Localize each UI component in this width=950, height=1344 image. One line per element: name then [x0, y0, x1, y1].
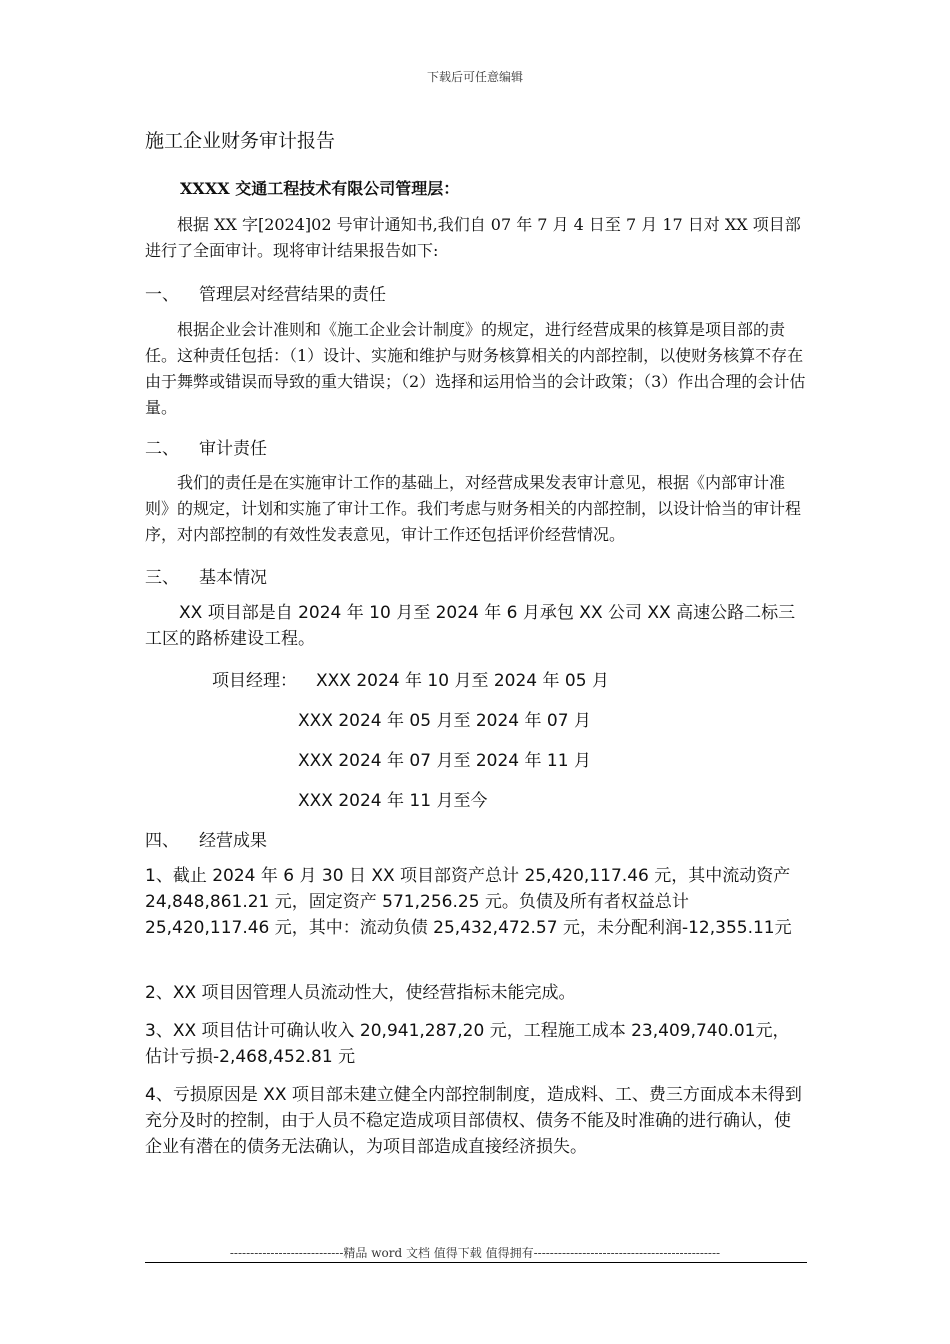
manager-term: XXX 2024 年 10 月至 2024 年 05 月 — [316, 671, 609, 691]
section-title: 审计责任 — [199, 439, 267, 459]
section-number: 三、 — [145, 568, 179, 588]
section-title: 管理层对经营结果的责任 — [199, 285, 386, 305]
section-2-body: 我们的责任是在实施审计工作的基础上，对经营成果发表审计意见，根据《内部审计准则》的规定，计划和实施了审计工作。我们考虑与财务相关的内部控制，以设计恰当的审计程序，对内部控制的有效性发表意见，审计工作还包括评价经营情况。 — [145, 473, 802, 544]
header-note: 下载后可任意编辑 — [426, 70, 523, 84]
section-title: 基本情况 — [199, 568, 267, 588]
intro-paragraph: 根据 XX 字[2024]02 号审计通知书,我们自 07 年 7 月 4 日至 7 月 17 日对 XX 项目部进行了全面审计。现将审计结果报告如下: — [145, 215, 801, 260]
section-number: 四、 — [145, 831, 179, 851]
section-number: 一、 — [145, 285, 179, 305]
result-item: 4、亏损原因是 XX 项目部未建立健全内部控制制度，造成料、工、费三方面成本未得到充分及时的控制，由于人员不稳定造成项目部债权、债务不能及时准确的进行确认，使企业有潜在的债务无法确认，为项目部造成直接经济损失。 — [145, 1085, 802, 1157]
section-1-body: 根据企业会计准则和《施工企业会计制度》的规定，进行经营成果的核算是项目部的责任。这种责任包括：（1）设计、实施和维护与财务核算相关的内部控制，以使财务核算不存在由于舞弊或错误而导致的重大错误；（2）选择和运用恰当的会计政策；（3）作出合理的会计估量。 — [145, 320, 806, 417]
manager-term: XXX 2024 年 07 月至 2024 年 11 月 — [298, 751, 591, 771]
section-number: 二、 — [145, 439, 179, 459]
result-item: 1、截止 2024 年 6 月 30 日 XX 项目部资产总计 25,420,117.46 元，其中流动资产 24,848,861.21 元，固定资产 571,256.25 元。负债及所有者权益总计25,420,117.46 元，其中：流动负债 25,432,472.57 元，未分配利润-12,355.11元 — [145, 866, 792, 938]
addressee: XXXX 交通工程技术有限公司管理层： — [180, 179, 460, 198]
footer-divider — [145, 1262, 807, 1263]
page-title: 施工企业财务审计报告 — [145, 130, 336, 152]
section-title: 经营成果 — [199, 831, 267, 851]
manager-term: XXX 2024 年 11 月至今 — [298, 791, 488, 811]
section-4-heading — [145, 826, 267, 851]
manager-term: XXX 2024 年 05 月至 2024 年 07 月 — [298, 711, 591, 731]
section-2-heading — [145, 434, 267, 459]
section-3-body: XX 项目部是自 2024 年 10 月至 2024 年 6 月承包 XX 公司 XX 高速公路二标三工区的路桥建设工程。 — [145, 603, 796, 649]
footer-note: ----------------------------精品 word 文档 值得下载 值得拥有---------------------------------------------- — [229, 1246, 721, 1260]
project-manager-label: 项目经理： — [212, 671, 297, 691]
result-item: 3、XX 项目估计可确认收入 20,941,287,20 元，工程施工成本 23,409,740.01元， 估计亏损-2,468,452.81 元 — [145, 1021, 798, 1067]
section-3-heading — [145, 563, 267, 588]
result-item: 2、XX 项目因管理人员流动性大，使经营指标未能完成。 — [145, 983, 576, 1003]
section-1-heading — [145, 280, 386, 305]
